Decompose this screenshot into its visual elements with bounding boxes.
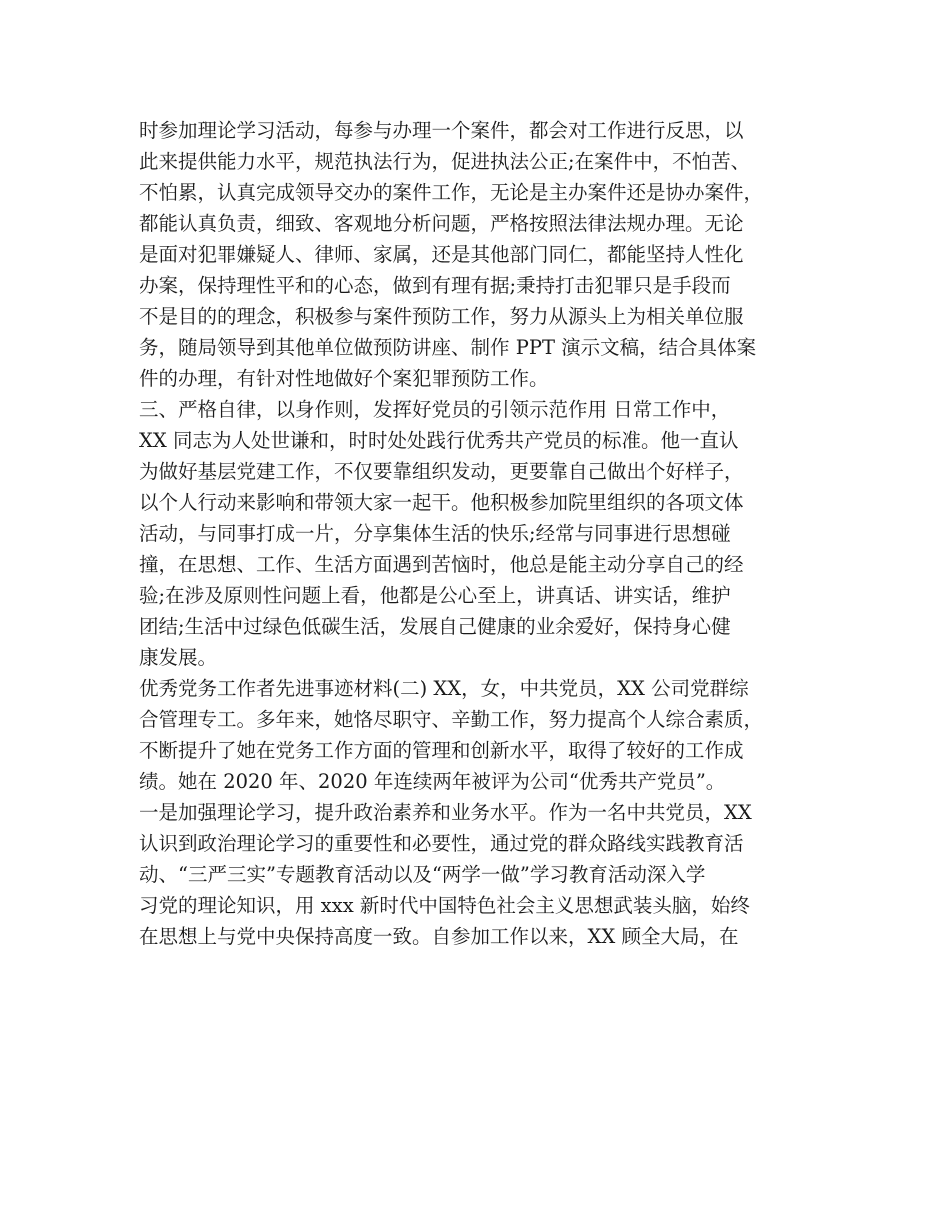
text-line: 团结;生活中过绿色低碳生活，发展自己健康的业余爱好，保持身心健: [139, 615, 731, 638]
text-line: 件的办理，有针对性地做好个案犯罪预防工作。: [139, 367, 549, 390]
text-line: 活动，与同事打成一片，分享集体生活的快乐;经常与同事进行思想碰: [139, 522, 731, 545]
text-line: 动、“三严三实”专题教育活动以及“两学一做”学习教育活动深入学: [139, 863, 706, 886]
text-line: XX 同志为人处世谦和，时时处处践行优秀共产党员的标准。他一直认: [139, 429, 739, 452]
text-line: 不是目的的理念，积极参与案件预防工作，努力从源头上为相关单位服: [139, 305, 744, 328]
text-line: 验;在涉及原则性问题上看，他都是公心至上，讲真话、讲实话，维护: [139, 584, 731, 607]
text-line: 时参加理论学习活动，每参与办理一个案件，都会对工作进行反思，以: [139, 119, 744, 142]
text-line: 绩。她在 2020 年、2020 年连续两年被评为公司“优秀共产党员”。: [139, 770, 726, 793]
text-line: 此来提供能力水平，规范执法行为，促进执法公正;在案件中，不怕苦、: [139, 150, 751, 173]
text-line: 为做好基层党建工作，不仅要靠组织发动，更要靠自己做出个好样子，: [139, 460, 744, 483]
text-line: 康发展。: [139, 646, 218, 669]
section-heading-line: 一是加强理论学习，提升政治素养和业务水平。作为一名中共党员，XX: [139, 801, 752, 824]
text-line: 习党的理论知识，用 xxx 新时代中国特色社会主义思想武装头脑，始终: [139, 894, 750, 917]
section-heading-line: 三、严格自律，以身作则，发挥好党员的引领示范作用 日常工作中，: [139, 398, 731, 421]
text-line: 合管理专工。多年来，她恪尽职守、辛勤工作，努力提高个人综合素质，: [139, 708, 764, 731]
text-line: 是面对犯罪嫌疑人、律师、家属，还是其他部门同仁，都能坚持人性化: [139, 243, 744, 266]
text-line: 以个人行动来影响和带领大家一起干。他积极参加院里组织的各项文体: [139, 491, 744, 514]
body-text: [139, 115, 819, 952]
text-line: 办案，保持理性平和的心态，做到有理有据;秉持打击犯罪只是手段而: [139, 274, 731, 297]
text-line: 务，随局领导到其他单位做预防讲座、制作 PPT 演示文稿，结合具体案: [139, 336, 757, 359]
text-line: 在思想上与党中央保持高度一致。自参加工作以来，XX 顾全大局，在: [139, 925, 739, 948]
article-title-line: 优秀党务工作者先进事迹材料(二) XX，女，中共党员，XX 公司党群综: [139, 677, 749, 700]
text-line: 都能认真负责，细致、客观地分析问题，严格按照法律法规办理。无论: [139, 212, 744, 235]
text-line: 不怕累，认真完成领导交办的案件工作，无论是主办案件还是协办案件，: [139, 181, 764, 204]
text-line: 撞，在思想、工作、生活方面遇到苦恼时，他总是能主动分享自己的经: [139, 553, 744, 576]
text-line: 认识到政治理论学习的重要性和必要性，通过党的群众路线实践教育活: [139, 832, 744, 855]
text-line: 不断提升了她在党务工作方面的管理和创新水平，取得了较好的工作成: [139, 739, 744, 762]
